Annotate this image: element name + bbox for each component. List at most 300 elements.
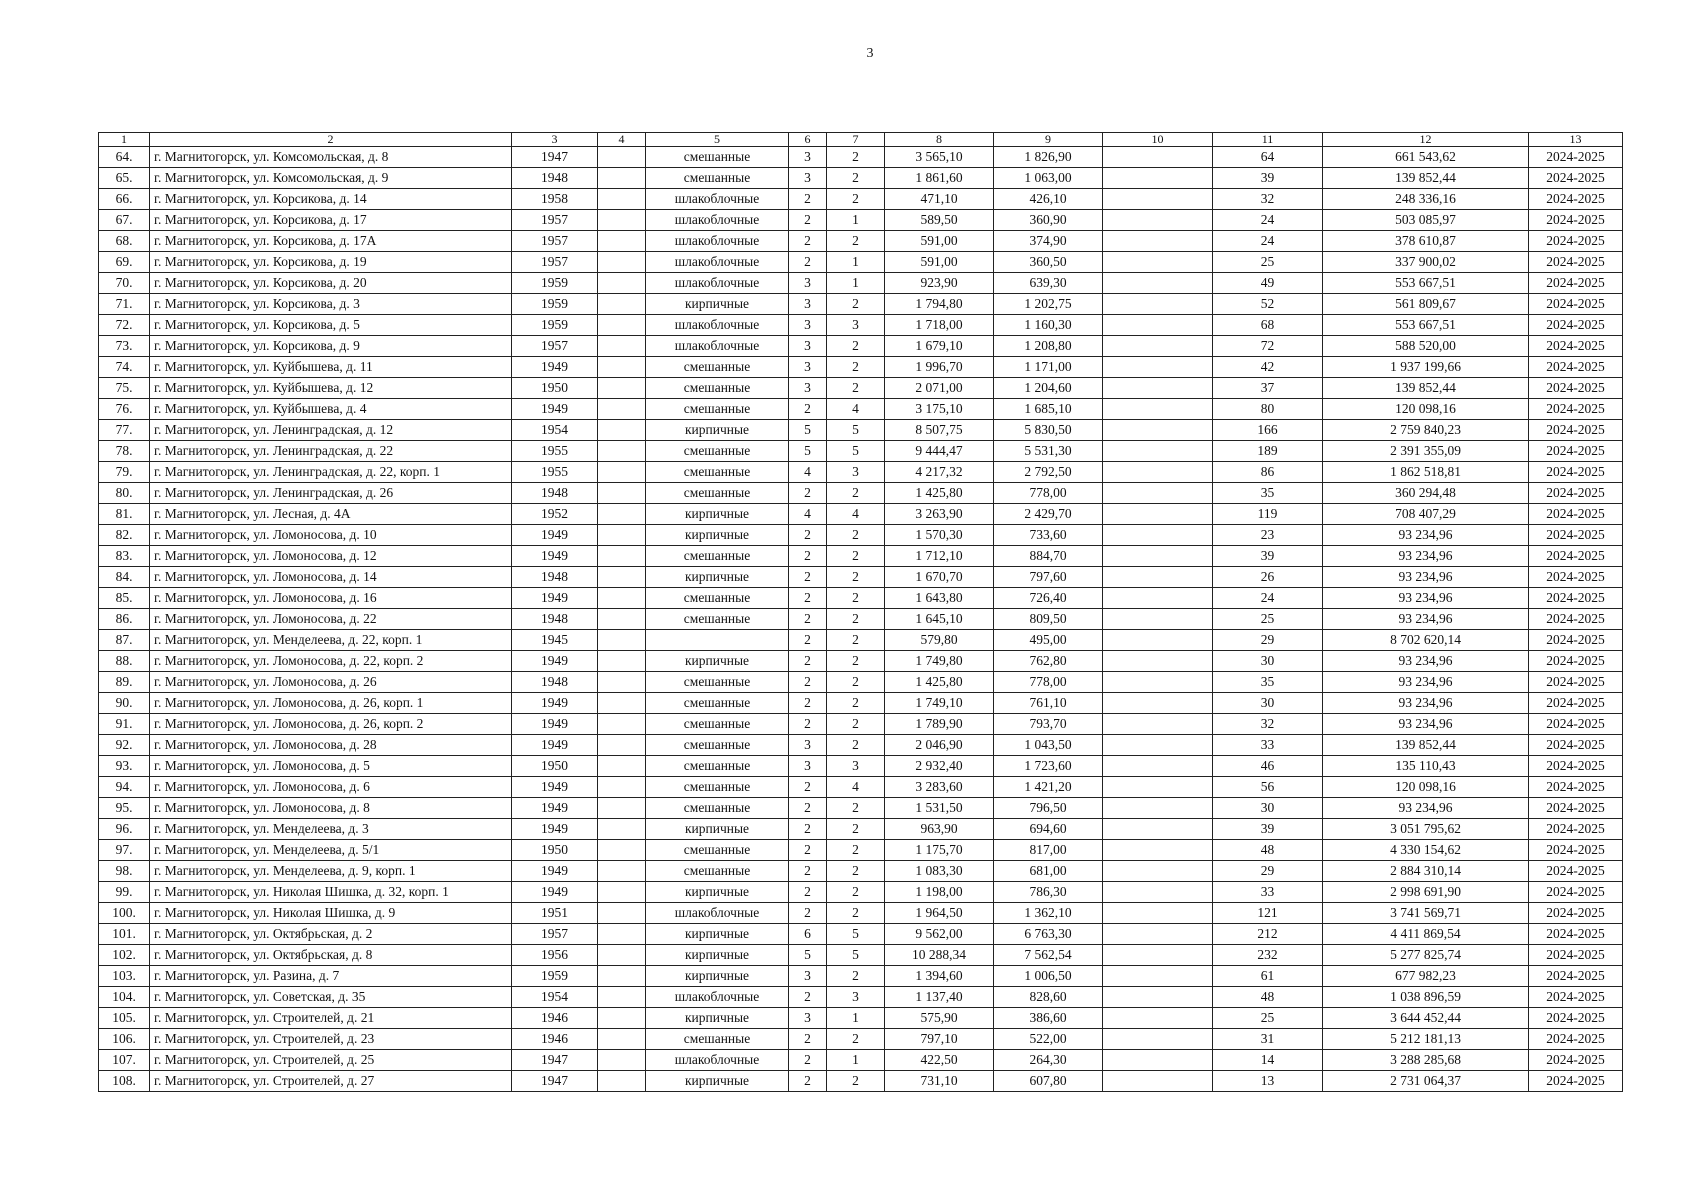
col-10-cell xyxy=(1103,567,1213,588)
period-cell: 2024-2025 xyxy=(1529,903,1623,924)
period-cell: 2024-2025 xyxy=(1529,714,1623,735)
total-area-cell: 1 670,70 xyxy=(885,567,994,588)
column-number-6: 6 xyxy=(789,133,827,147)
entrances-cell: 1 xyxy=(827,273,885,294)
period-cell: 2024-2025 xyxy=(1529,819,1623,840)
address-cell: г. Магнитогорск, ул. Октябрьская, д. 8 xyxy=(150,945,512,966)
cost-cell: 708 407,29 xyxy=(1323,504,1529,525)
address-cell: г. Магнитогорск, ул. Ломоносова, д. 22, корп. 2 xyxy=(150,651,512,672)
period-cell: 2024-2025 xyxy=(1529,609,1623,630)
residents-cell: 39 xyxy=(1213,546,1323,567)
address-cell: г. Магнитогорск, ул. Корсикова, д. 3 xyxy=(150,294,512,315)
address-cell: г. Магнитогорск, ул. Менделеева, д. 9, корп. 1 xyxy=(150,861,512,882)
cost-cell: 1 937 199,66 xyxy=(1323,357,1529,378)
col-4-cell xyxy=(598,168,646,189)
table-row xyxy=(99,462,1623,483)
wall-material-cell: шлакоблочные xyxy=(646,987,789,1008)
row-number-cell: 93. xyxy=(99,756,150,777)
living-area-cell: 884,70 xyxy=(994,546,1103,567)
residents-cell: 24 xyxy=(1213,231,1323,252)
period-cell: 2024-2025 xyxy=(1529,672,1623,693)
year-built-cell: 1959 xyxy=(512,273,598,294)
row-number-cell: 84. xyxy=(99,567,150,588)
entrances-cell: 2 xyxy=(827,798,885,819)
table-row xyxy=(99,672,1623,693)
row-number-cell: 98. xyxy=(99,861,150,882)
wall-material-cell: смешанные xyxy=(646,777,789,798)
living-area-cell: 2 792,50 xyxy=(994,462,1103,483)
row-number-cell: 72. xyxy=(99,315,150,336)
entrances-cell: 1 xyxy=(827,210,885,231)
residents-cell: 25 xyxy=(1213,1008,1323,1029)
column-number-7: 7 xyxy=(827,133,885,147)
year-built-cell: 1948 xyxy=(512,168,598,189)
entrances-cell: 4 xyxy=(827,504,885,525)
col-4-cell xyxy=(598,819,646,840)
year-built-cell: 1957 xyxy=(512,231,598,252)
entrances-cell: 2 xyxy=(827,630,885,651)
cost-cell: 93 234,96 xyxy=(1323,714,1529,735)
address-cell: г. Магнитогорск, ул. Октябрьская, д. 2 xyxy=(150,924,512,945)
total-area-cell: 1 643,80 xyxy=(885,588,994,609)
address-cell: г. Магнитогорск, ул. Ломоносова, д. 28 xyxy=(150,735,512,756)
floors-cell: 2 xyxy=(789,819,827,840)
living-area-cell: 1 826,90 xyxy=(994,147,1103,168)
year-built-cell: 1949 xyxy=(512,798,598,819)
residents-cell: 189 xyxy=(1213,441,1323,462)
cost-cell: 1 038 896,59 xyxy=(1323,987,1529,1008)
floors-cell: 2 xyxy=(789,903,827,924)
row-number-cell: 69. xyxy=(99,252,150,273)
floors-cell: 2 xyxy=(789,777,827,798)
living-area-cell: 495,00 xyxy=(994,630,1103,651)
period-cell: 2024-2025 xyxy=(1529,777,1623,798)
residents-cell: 46 xyxy=(1213,756,1323,777)
col-4-cell xyxy=(598,924,646,945)
col-10-cell xyxy=(1103,504,1213,525)
column-number-9: 9 xyxy=(994,133,1103,147)
cost-cell: 93 234,96 xyxy=(1323,525,1529,546)
address-cell: г. Магнитогорск, ул. Ленинградская, д. 22, корп. 1 xyxy=(150,462,512,483)
wall-material-cell: смешанные xyxy=(646,588,789,609)
wall-material-cell: кирпичные xyxy=(646,504,789,525)
row-number-cell: 64. xyxy=(99,147,150,168)
address-cell: г. Магнитогорск, ул. Ломоносова, д. 26, корп. 2 xyxy=(150,714,512,735)
total-area-cell: 3 565,10 xyxy=(885,147,994,168)
year-built-cell: 1949 xyxy=(512,651,598,672)
entrances-cell: 4 xyxy=(827,399,885,420)
col-4-cell xyxy=(598,693,646,714)
address-cell: г. Магнитогорск, ул. Ломоносова, д. 5 xyxy=(150,756,512,777)
col-10-cell xyxy=(1103,735,1213,756)
address-cell: г. Магнитогорск, ул. Строителей, д. 23 xyxy=(150,1029,512,1050)
cost-cell: 2 731 064,37 xyxy=(1323,1071,1529,1092)
period-cell: 2024-2025 xyxy=(1529,693,1623,714)
address-cell: г. Магнитогорск, ул. Советская, д. 35 xyxy=(150,987,512,1008)
address-cell: г. Магнитогорск, ул. Менделеева, д. 3 xyxy=(150,819,512,840)
row-number-cell: 96. xyxy=(99,819,150,840)
row-number-cell: 105. xyxy=(99,1008,150,1029)
table-row xyxy=(99,210,1623,231)
column-number-row xyxy=(99,133,1623,147)
entrances-cell: 2 xyxy=(827,840,885,861)
year-built-cell: 1949 xyxy=(512,735,598,756)
wall-material-cell: кирпичные xyxy=(646,924,789,945)
wall-material-cell: кирпичные xyxy=(646,966,789,987)
column-number-4: 4 xyxy=(598,133,646,147)
table-row xyxy=(99,231,1623,252)
cost-cell: 93 234,96 xyxy=(1323,567,1529,588)
col-10-cell xyxy=(1103,714,1213,735)
living-area-cell: 1 204,60 xyxy=(994,378,1103,399)
total-area-cell: 422,50 xyxy=(885,1050,994,1071)
col-4-cell xyxy=(598,966,646,987)
cost-cell: 139 852,44 xyxy=(1323,378,1529,399)
living-area-cell: 360,50 xyxy=(994,252,1103,273)
entrances-cell: 2 xyxy=(827,336,885,357)
year-built-cell: 1959 xyxy=(512,315,598,336)
wall-material-cell xyxy=(646,630,789,651)
total-area-cell: 1 679,10 xyxy=(885,336,994,357)
wall-material-cell: шлакоблочные xyxy=(646,315,789,336)
wall-material-cell: шлакоблочные xyxy=(646,231,789,252)
column-number-1: 1 xyxy=(99,133,150,147)
cost-cell: 3 288 285,68 xyxy=(1323,1050,1529,1071)
year-built-cell: 1957 xyxy=(512,252,598,273)
residents-cell: 80 xyxy=(1213,399,1323,420)
floors-cell: 2 xyxy=(789,1029,827,1050)
total-area-cell: 1 175,70 xyxy=(885,840,994,861)
col-10-cell xyxy=(1103,336,1213,357)
period-cell: 2024-2025 xyxy=(1529,357,1623,378)
residents-cell: 42 xyxy=(1213,357,1323,378)
residents-cell: 72 xyxy=(1213,336,1323,357)
row-number-cell: 108. xyxy=(99,1071,150,1092)
col-10-cell xyxy=(1103,273,1213,294)
col-10-cell xyxy=(1103,756,1213,777)
entrances-cell: 3 xyxy=(827,462,885,483)
table-row xyxy=(99,882,1623,903)
address-cell: г. Магнитогорск, ул. Ломоносова, д. 8 xyxy=(150,798,512,819)
entrances-cell: 2 xyxy=(827,546,885,567)
wall-material-cell: смешанные xyxy=(646,609,789,630)
col-10-cell xyxy=(1103,609,1213,630)
living-area-cell: 2 429,70 xyxy=(994,504,1103,525)
total-area-cell: 1 712,10 xyxy=(885,546,994,567)
floors-cell: 2 xyxy=(789,567,827,588)
residents-cell: 166 xyxy=(1213,420,1323,441)
year-built-cell: 1947 xyxy=(512,1071,598,1092)
address-cell: г. Магнитогорск, ул. Ломоносова, д. 6 xyxy=(150,777,512,798)
living-area-cell: 1 685,10 xyxy=(994,399,1103,420)
col-10-cell xyxy=(1103,1029,1213,1050)
col-4-cell xyxy=(598,1008,646,1029)
row-number-cell: 100. xyxy=(99,903,150,924)
row-number-cell: 66. xyxy=(99,189,150,210)
entrances-cell: 5 xyxy=(827,420,885,441)
floors-cell: 2 xyxy=(789,861,827,882)
col-4-cell xyxy=(598,294,646,315)
col-10-cell xyxy=(1103,945,1213,966)
residents-cell: 48 xyxy=(1213,840,1323,861)
address-cell: г. Магнитогорск, ул. Ломоносова, д. 22 xyxy=(150,609,512,630)
row-number-cell: 99. xyxy=(99,882,150,903)
floors-cell: 5 xyxy=(789,441,827,462)
total-area-cell: 1 749,10 xyxy=(885,693,994,714)
table-row xyxy=(99,630,1623,651)
floors-cell: 2 xyxy=(789,399,827,420)
col-10-cell xyxy=(1103,483,1213,504)
period-cell: 2024-2025 xyxy=(1529,651,1623,672)
total-area-cell: 3 175,10 xyxy=(885,399,994,420)
address-cell: г. Магнитогорск, ул. Корсикова, д. 19 xyxy=(150,252,512,273)
wall-material-cell: шлакоблочные xyxy=(646,1050,789,1071)
table-row xyxy=(99,357,1623,378)
col-4-cell xyxy=(598,567,646,588)
period-cell: 2024-2025 xyxy=(1529,924,1623,945)
total-area-cell: 9 562,00 xyxy=(885,924,994,945)
year-built-cell: 1949 xyxy=(512,882,598,903)
floors-cell: 3 xyxy=(789,147,827,168)
table-row xyxy=(99,903,1623,924)
row-number-cell: 102. xyxy=(99,945,150,966)
entrances-cell: 2 xyxy=(827,1071,885,1092)
period-cell: 2024-2025 xyxy=(1529,945,1623,966)
year-built-cell: 1950 xyxy=(512,840,598,861)
table-row xyxy=(99,840,1623,861)
cost-cell: 677 982,23 xyxy=(1323,966,1529,987)
residents-cell: 37 xyxy=(1213,378,1323,399)
entrances-cell: 2 xyxy=(827,1029,885,1050)
col-4-cell xyxy=(598,861,646,882)
address-cell: г. Магнитогорск, ул. Корсикова, д. 14 xyxy=(150,189,512,210)
cost-cell: 561 809,67 xyxy=(1323,294,1529,315)
year-built-cell: 1948 xyxy=(512,672,598,693)
residents-cell: 31 xyxy=(1213,1029,1323,1050)
year-built-cell: 1957 xyxy=(512,336,598,357)
living-area-cell: 694,60 xyxy=(994,819,1103,840)
year-built-cell: 1954 xyxy=(512,420,598,441)
cost-cell: 139 852,44 xyxy=(1323,168,1529,189)
year-built-cell: 1949 xyxy=(512,399,598,420)
entrances-cell: 2 xyxy=(827,168,885,189)
residents-cell: 30 xyxy=(1213,798,1323,819)
period-cell: 2024-2025 xyxy=(1529,483,1623,504)
wall-material-cell: кирпичные xyxy=(646,819,789,840)
row-number-cell: 70. xyxy=(99,273,150,294)
floors-cell: 3 xyxy=(789,357,827,378)
living-area-cell: 1 006,50 xyxy=(994,966,1103,987)
address-cell: г. Магнитогорск, ул. Строителей, д. 27 xyxy=(150,1071,512,1092)
year-built-cell: 1952 xyxy=(512,504,598,525)
table-row xyxy=(99,252,1623,273)
address-cell: г. Магнитогорск, ул. Куйбышева, д. 12 xyxy=(150,378,512,399)
living-area-cell: 761,10 xyxy=(994,693,1103,714)
column-number-12: 12 xyxy=(1323,133,1529,147)
table-row xyxy=(99,294,1623,315)
total-area-cell: 1 570,30 xyxy=(885,525,994,546)
living-area-cell: 1 171,00 xyxy=(994,357,1103,378)
page-number: 3 xyxy=(866,46,874,61)
wall-material-cell: смешанные xyxy=(646,168,789,189)
table-row xyxy=(99,336,1623,357)
residents-cell: 39 xyxy=(1213,819,1323,840)
col-4-cell xyxy=(598,273,646,294)
total-area-cell: 10 288,34 xyxy=(885,945,994,966)
total-area-cell: 2 932,40 xyxy=(885,756,994,777)
residents-cell: 13 xyxy=(1213,1071,1323,1092)
entrances-cell: 2 xyxy=(827,693,885,714)
col-10-cell xyxy=(1103,357,1213,378)
col-10-cell xyxy=(1103,798,1213,819)
row-number-cell: 73. xyxy=(99,336,150,357)
col-4-cell xyxy=(598,945,646,966)
col-10-cell xyxy=(1103,672,1213,693)
period-cell: 2024-2025 xyxy=(1529,630,1623,651)
col-4-cell xyxy=(598,420,646,441)
cost-cell: 4 411 869,54 xyxy=(1323,924,1529,945)
cost-cell: 2 759 840,23 xyxy=(1323,420,1529,441)
living-area-cell: 1 421,20 xyxy=(994,777,1103,798)
period-cell: 2024-2025 xyxy=(1529,231,1623,252)
floors-cell: 3 xyxy=(789,168,827,189)
wall-material-cell: смешанные xyxy=(646,462,789,483)
cost-cell: 120 098,16 xyxy=(1323,399,1529,420)
total-area-cell: 963,90 xyxy=(885,819,994,840)
residents-cell: 52 xyxy=(1213,294,1323,315)
period-cell: 2024-2025 xyxy=(1529,588,1623,609)
period-cell: 2024-2025 xyxy=(1529,756,1623,777)
residents-cell: 24 xyxy=(1213,210,1323,231)
floors-cell: 2 xyxy=(789,840,827,861)
floors-cell: 2 xyxy=(789,252,827,273)
residents-cell: 24 xyxy=(1213,588,1323,609)
row-number-cell: 103. xyxy=(99,966,150,987)
floors-cell: 2 xyxy=(789,630,827,651)
total-area-cell: 1 198,00 xyxy=(885,882,994,903)
residents-cell: 25 xyxy=(1213,609,1323,630)
wall-material-cell: кирпичные xyxy=(646,567,789,588)
table-row xyxy=(99,966,1623,987)
total-area-cell: 3 263,90 xyxy=(885,504,994,525)
row-number-cell: 87. xyxy=(99,630,150,651)
col-4-cell xyxy=(598,147,646,168)
address-cell: г. Магнитогорск, ул. Комсомольская, д. 8 xyxy=(150,147,512,168)
cost-cell: 553 667,51 xyxy=(1323,273,1529,294)
floors-cell: 3 xyxy=(789,756,827,777)
period-cell: 2024-2025 xyxy=(1529,336,1623,357)
entrances-cell: 2 xyxy=(827,294,885,315)
col-10-cell xyxy=(1103,189,1213,210)
col-10-cell xyxy=(1103,378,1213,399)
floors-cell: 2 xyxy=(789,588,827,609)
col-4-cell xyxy=(598,1050,646,1071)
living-area-cell: 726,40 xyxy=(994,588,1103,609)
cost-cell: 2 998 691,90 xyxy=(1323,882,1529,903)
floors-cell: 2 xyxy=(789,483,827,504)
table-row xyxy=(99,588,1623,609)
entrances-cell: 1 xyxy=(827,1050,885,1071)
col-10-cell xyxy=(1103,588,1213,609)
wall-material-cell: смешанные xyxy=(646,147,789,168)
total-area-cell: 1 137,40 xyxy=(885,987,994,1008)
entrances-cell: 1 xyxy=(827,252,885,273)
residents-cell: 35 xyxy=(1213,483,1323,504)
floors-cell: 2 xyxy=(789,987,827,1008)
row-number-cell: 106. xyxy=(99,1029,150,1050)
year-built-cell: 1949 xyxy=(512,588,598,609)
total-area-cell: 1 718,00 xyxy=(885,315,994,336)
col-4-cell xyxy=(598,798,646,819)
address-cell: г. Магнитогорск, ул. Корсикова, д. 17А xyxy=(150,231,512,252)
entrances-cell: 5 xyxy=(827,441,885,462)
col-10-cell xyxy=(1103,840,1213,861)
period-cell: 2024-2025 xyxy=(1529,1008,1623,1029)
living-area-cell: 639,30 xyxy=(994,273,1103,294)
col-4-cell xyxy=(598,378,646,399)
residents-cell: 86 xyxy=(1213,462,1323,483)
year-built-cell: 1950 xyxy=(512,756,598,777)
col-4-cell xyxy=(598,756,646,777)
cost-cell: 1 862 518,81 xyxy=(1323,462,1529,483)
entrances-cell: 2 xyxy=(827,651,885,672)
period-cell: 2024-2025 xyxy=(1529,798,1623,819)
cost-cell: 93 234,96 xyxy=(1323,693,1529,714)
residents-cell: 68 xyxy=(1213,315,1323,336)
period-cell: 2024-2025 xyxy=(1529,315,1623,336)
col-10-cell xyxy=(1103,651,1213,672)
row-number-cell: 86. xyxy=(99,609,150,630)
year-built-cell: 1949 xyxy=(512,714,598,735)
period-cell: 2024-2025 xyxy=(1529,567,1623,588)
wall-material-cell: смешанные xyxy=(646,1029,789,1050)
wall-material-cell: смешанные xyxy=(646,756,789,777)
living-area-cell: 522,00 xyxy=(994,1029,1103,1050)
col-4-cell xyxy=(598,336,646,357)
wall-material-cell: смешанные xyxy=(646,672,789,693)
living-area-cell: 786,30 xyxy=(994,882,1103,903)
cost-cell: 3 644 452,44 xyxy=(1323,1008,1529,1029)
residents-cell: 33 xyxy=(1213,882,1323,903)
table-row xyxy=(99,945,1623,966)
total-area-cell: 9 444,47 xyxy=(885,441,994,462)
col-10-cell xyxy=(1103,924,1213,945)
col-4-cell xyxy=(598,714,646,735)
total-area-cell: 1 794,80 xyxy=(885,294,994,315)
wall-material-cell: смешанные xyxy=(646,378,789,399)
residents-cell: 29 xyxy=(1213,861,1323,882)
residents-cell: 56 xyxy=(1213,777,1323,798)
entrances-cell: 2 xyxy=(827,231,885,252)
year-built-cell: 1949 xyxy=(512,357,598,378)
period-cell: 2024-2025 xyxy=(1529,504,1623,525)
col-4-cell xyxy=(598,441,646,462)
period-cell: 2024-2025 xyxy=(1529,462,1623,483)
table-row xyxy=(99,987,1623,1008)
living-area-cell: 733,60 xyxy=(994,525,1103,546)
address-cell: г. Магнитогорск, ул. Корсикова, д. 20 xyxy=(150,273,512,294)
col-4-cell xyxy=(598,882,646,903)
floors-cell: 2 xyxy=(789,882,827,903)
floors-cell: 2 xyxy=(789,609,827,630)
wall-material-cell: кирпичные xyxy=(646,1071,789,1092)
living-area-cell: 5 531,30 xyxy=(994,441,1103,462)
living-area-cell: 797,60 xyxy=(994,567,1103,588)
table-row xyxy=(99,798,1623,819)
period-cell: 2024-2025 xyxy=(1529,987,1623,1008)
total-area-cell: 3 283,60 xyxy=(885,777,994,798)
total-area-cell: 1 964,50 xyxy=(885,903,994,924)
